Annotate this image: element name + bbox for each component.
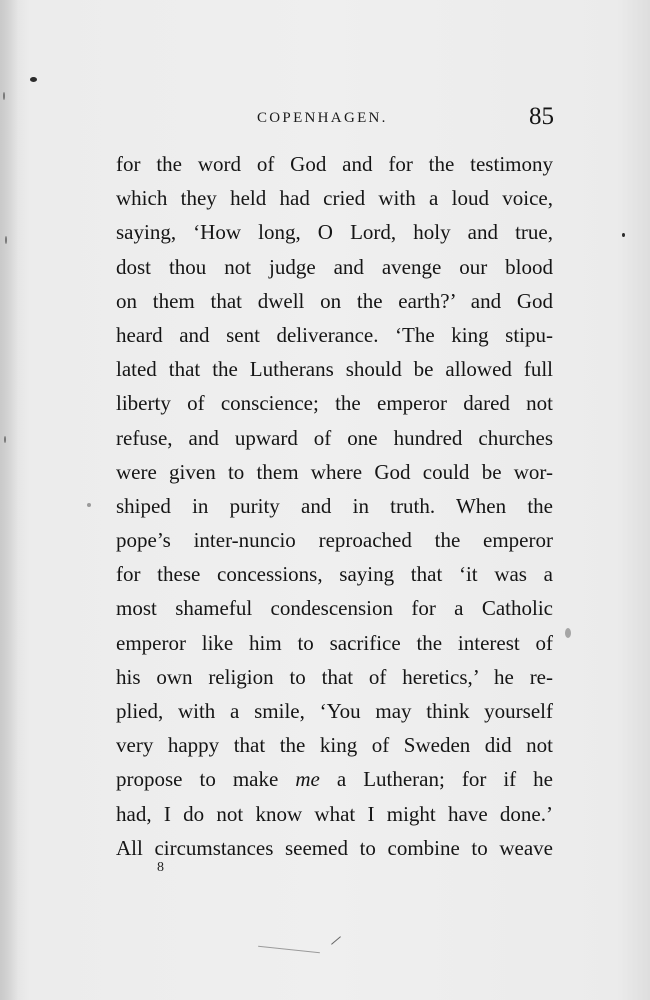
signature-mark: 8: [157, 860, 164, 875]
text-run: a Lutheran; for if he: [319, 767, 553, 792]
text-line: emperor like him to sacrifice the interest of: [116, 630, 553, 655]
text-line: All circumstances seemed to combine to weave: [116, 835, 553, 860]
page-gutter-shadow: [0, 0, 18, 1000]
text-line: had, I do not know what I might have done.’: [116, 801, 553, 826]
ink-speck: [3, 92, 5, 100]
text-run: propose to make: [116, 767, 296, 792]
pencil-stroke: [331, 936, 341, 944]
text-line: for the word of God and for the testimony: [116, 152, 553, 176]
text-line: liberty of conscience; the emperor dared not: [116, 391, 553, 416]
text-line: very happy that the king of Sweden did not: [116, 733, 553, 758]
page-number: 85: [529, 103, 554, 130]
text-line: lated that the Lutherans should be allowed full: [116, 357, 553, 382]
text-line: heard and sent deliverance. ‘The king stipu-: [116, 322, 553, 347]
body-text: [116, 147, 553, 865]
ink-speck: [622, 233, 625, 237]
ink-speck: [565, 628, 571, 638]
text-line: plied, with a smile, ‘You may think yourself: [116, 699, 553, 723]
italic-word: me: [295, 767, 320, 792]
text-line: were given to them where God could be wor-: [116, 459, 553, 484]
text-line: most shameful condescension for a Catholic: [116, 596, 553, 621]
pencil-stroke: [258, 946, 320, 953]
text-line: for these concessions, saying that ‘it was a: [116, 562, 553, 587]
text-line: saying, ‘How long, O Lord, holy and true,: [116, 220, 553, 245]
running-head: COPENHAGEN.: [257, 110, 388, 126]
text-line: shiped in purity and in truth. When the: [116, 493, 553, 518]
text-line: his own religion to that of heretics,’ he re-: [116, 664, 553, 689]
ink-speck: [87, 503, 91, 507]
ink-speck: [5, 236, 7, 244]
text-line: [116, 762, 553, 796]
text-line: refuse, and upward of one hundred churches: [116, 425, 553, 450]
ink-speck: [30, 77, 37, 82]
text-line: on them that dwell on the earth?’ and God: [116, 288, 553, 313]
text-line: pope’s inter-nuncio reproached the emperor: [116, 528, 553, 553]
ink-speck: [4, 436, 6, 443]
text-line: which they held had cried with a loud voice,: [116, 186, 553, 211]
text-line: dost thou not judge and avenge our blood: [116, 254, 553, 279]
